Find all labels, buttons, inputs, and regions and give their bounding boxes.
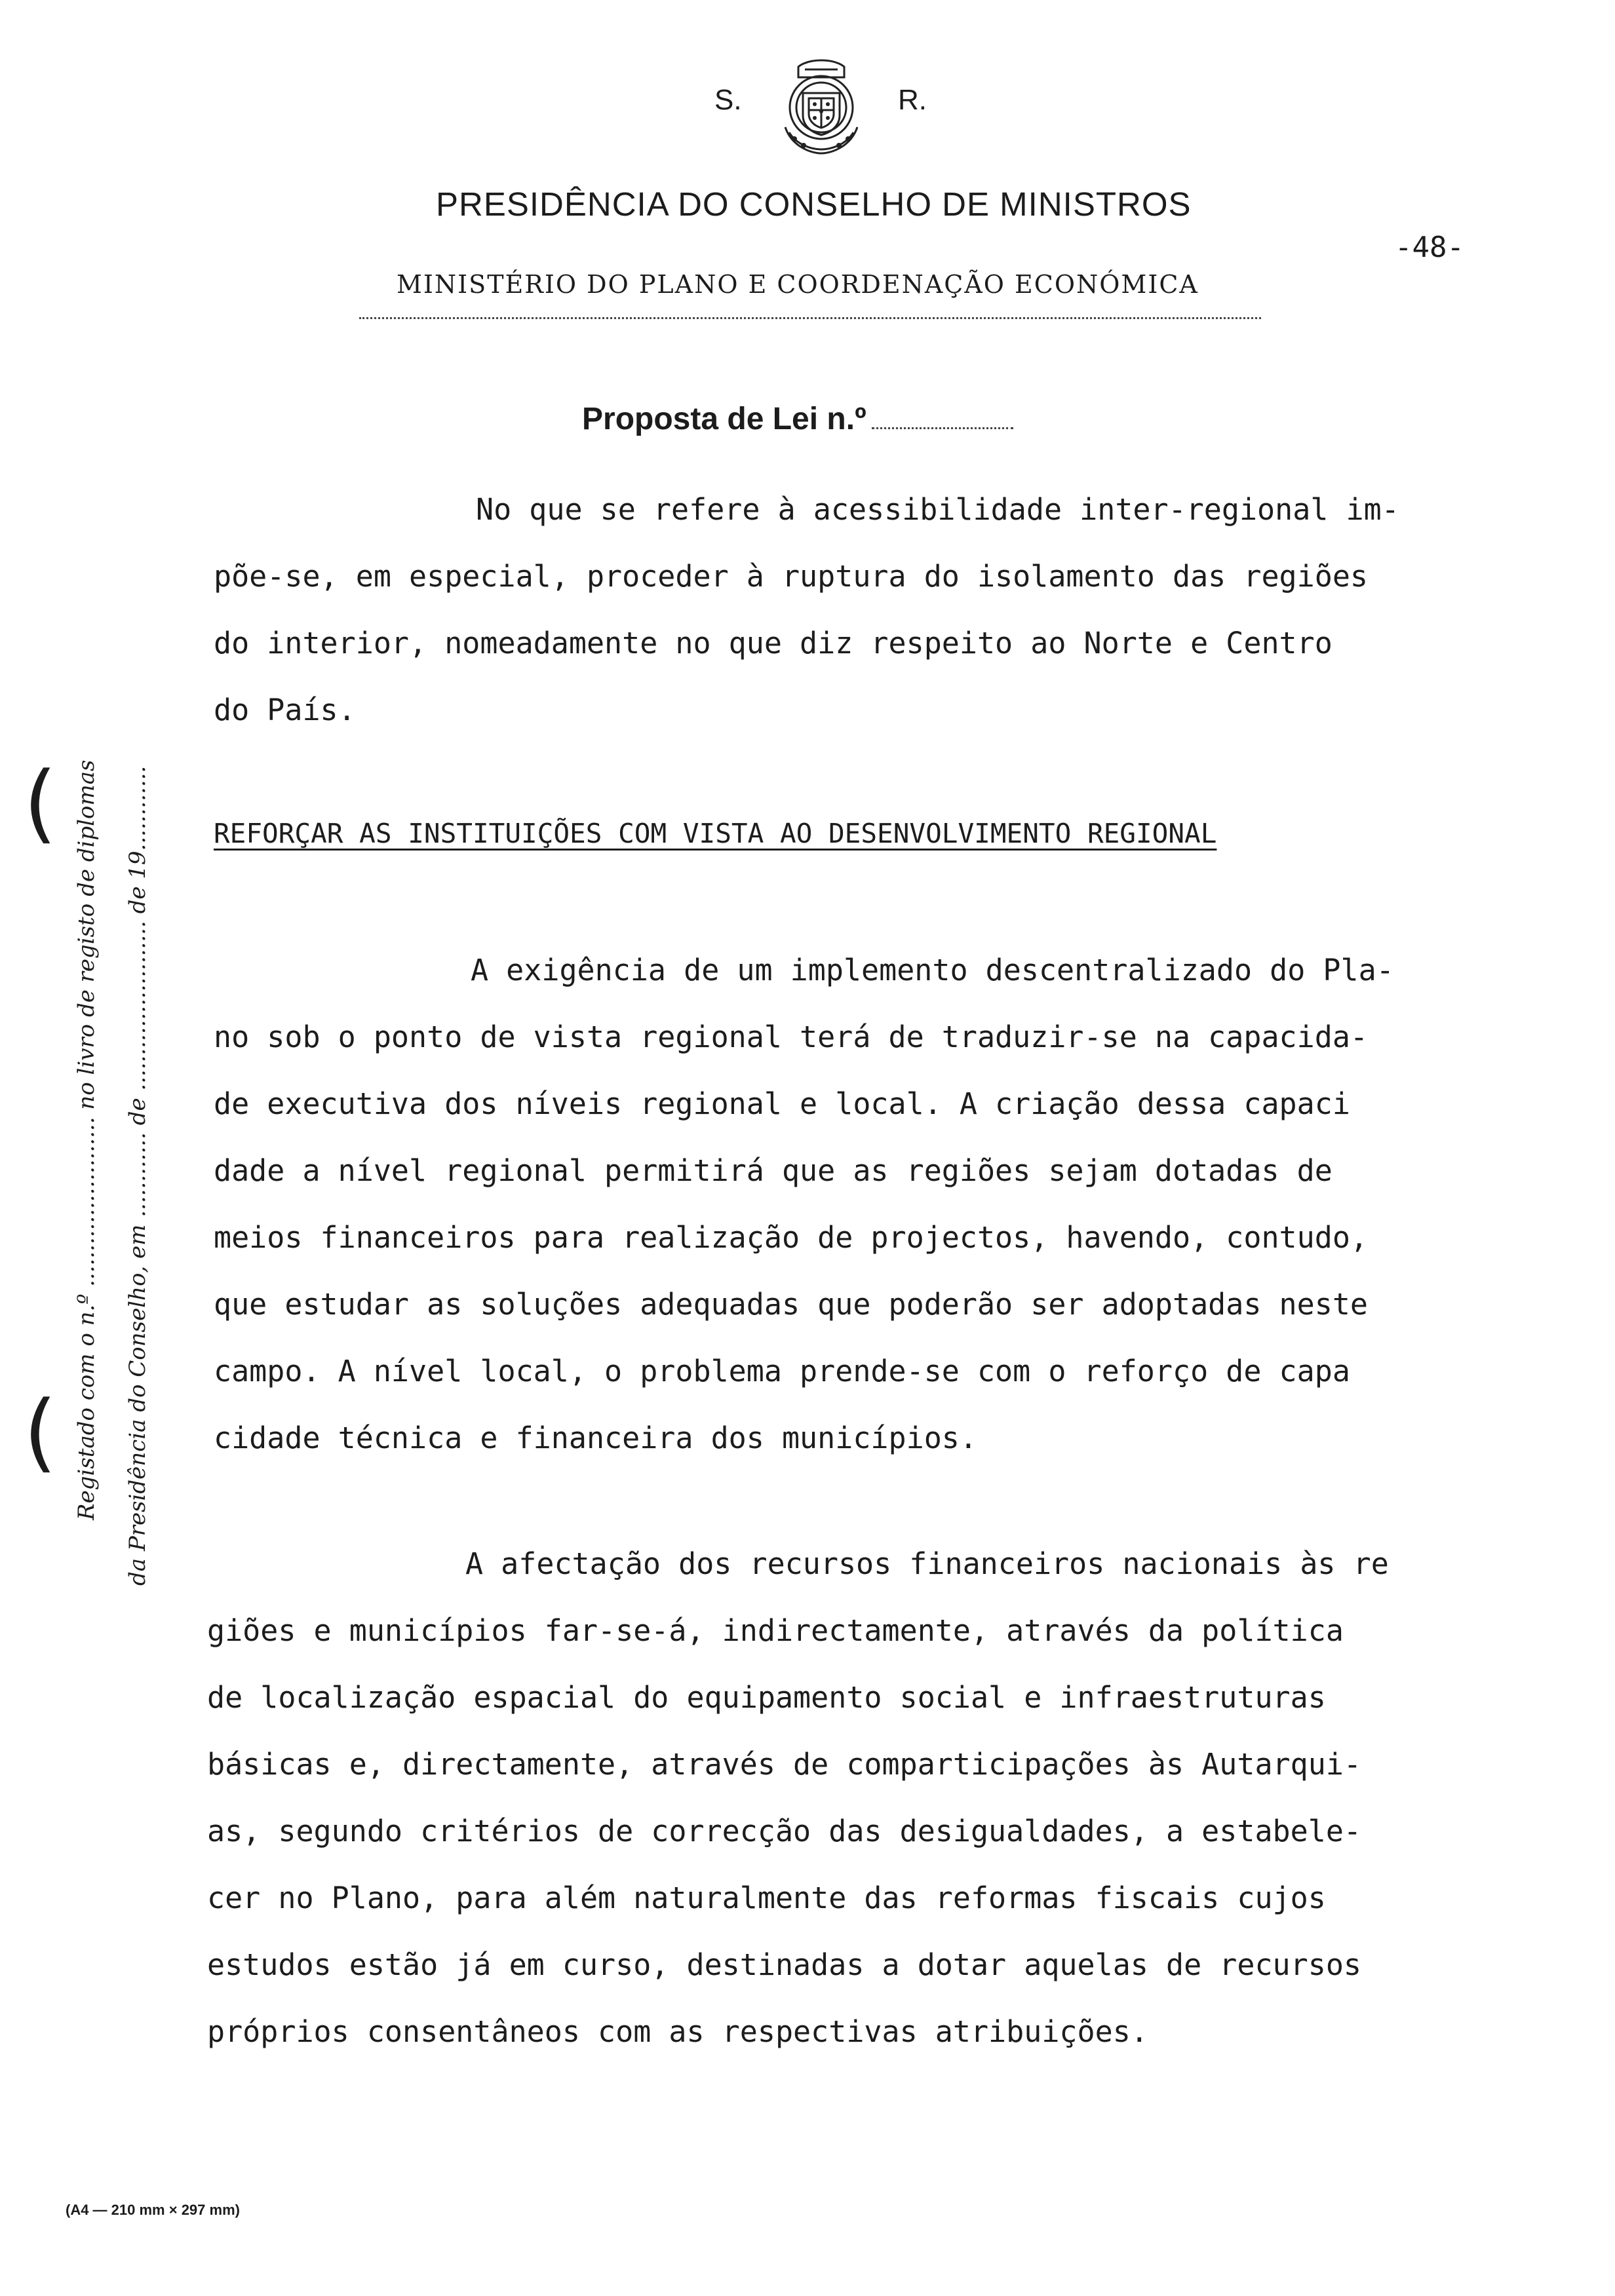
ministry-title: MINISTÉRIO DO PLANO E COORDENAÇÃO ECONÓMICA xyxy=(397,270,1199,299)
margin-presidency-note: da Presidência do Conselho, em ............ de ........................ de 19............ xyxy=(125,765,151,1586)
paragraph3-line: cer no Plano, para além naturalmente das reformas fiscais cujos xyxy=(207,1881,1326,1915)
presidency-title: PRESIDÊNCIA DO CONSELHO DE MINISTROS xyxy=(436,185,1192,223)
paragraph3-line: as, segundo critérios de correcção das desigualdades, a estabele- xyxy=(207,1814,1361,1848)
r-letter: R. xyxy=(898,84,927,116)
paragraph3-line: próprios consentâneos com as respectivas atribuições. xyxy=(207,2014,1148,2049)
paragraph3-line: giões e municípios far-se-á, indirectamente, através da política xyxy=(207,1613,1344,1648)
paragraph2-line: de executiva dos níveis regional e local. A criação dessa capaci xyxy=(214,1086,1350,1121)
proposal-line xyxy=(582,401,1013,437)
paragraph2-line: campo. A nível local, o problema prende-se com o reforço de capa xyxy=(214,1354,1350,1388)
section-heading: REFORÇAR AS INSTITUIÇÕES COM VISTA AO DESENVOLVIMENTO REGIONAL xyxy=(214,818,1217,849)
header-dotted-rule xyxy=(359,317,1261,319)
paragraph2-line: cidade técnica e financeira dos municípios. xyxy=(214,1421,977,1455)
paragraph2-line: A exigência de um implemento descentralizado do Pla- xyxy=(471,953,1394,987)
paragraph1-line: do País. xyxy=(214,693,356,727)
paragraph1-line: No que se refere à acessibilidade inter-regional im- xyxy=(476,492,1399,527)
paragraph3-line: de localização espacial do equipamento social e infraestruturas xyxy=(207,1680,1326,1715)
paragraph2-line: que estudar as soluções adequadas que poderão ser adoptadas neste xyxy=(214,1287,1368,1322)
paragraph2-line: no sob o ponto de vista regional terá de traduzir-se na capacida- xyxy=(214,1020,1368,1054)
paragraph3-line: A afectação dos recursos financeiros nacionais às re xyxy=(465,1546,1389,1581)
proposal-number-blank xyxy=(872,427,1013,429)
margin-bracket-top: ( xyxy=(24,753,57,852)
paper-size-note: (A4 — 210 mm × 297 mm) xyxy=(66,2202,240,2218)
portuguese-coat-of-arms-icon xyxy=(766,55,877,160)
paragraph2-line: meios financeiros para realização de projectos, havendo, contudo, xyxy=(214,1220,1368,1255)
proposal-label: Proposta de Lei n.º xyxy=(582,402,866,436)
paragraph3-line: estudos estão já em curso, destinadas a dotar aquelas de recursos xyxy=(207,1947,1361,1982)
paragraph1-line: do interior, nomeadamente no que diz respeito ao Norte e Centro xyxy=(214,626,1333,660)
page-number: -48- xyxy=(1395,231,1464,264)
paragraph2-line: dade a nível regional permitirá que as regiões sejam dotadas de xyxy=(214,1153,1333,1188)
paragraph3-line: básicas e, directamente, através de comparticipações às Autarqui- xyxy=(207,1747,1361,1782)
margin-bracket-bottom: ( xyxy=(24,1382,57,1482)
margin-registration-note: Registado com o n.º ........................ no livro de registo de diplomas xyxy=(73,759,100,1520)
s-letter: S. xyxy=(714,84,742,116)
paragraph1-line: põe-se, em especial, proceder à ruptura do isolamento das regiões xyxy=(214,559,1368,594)
